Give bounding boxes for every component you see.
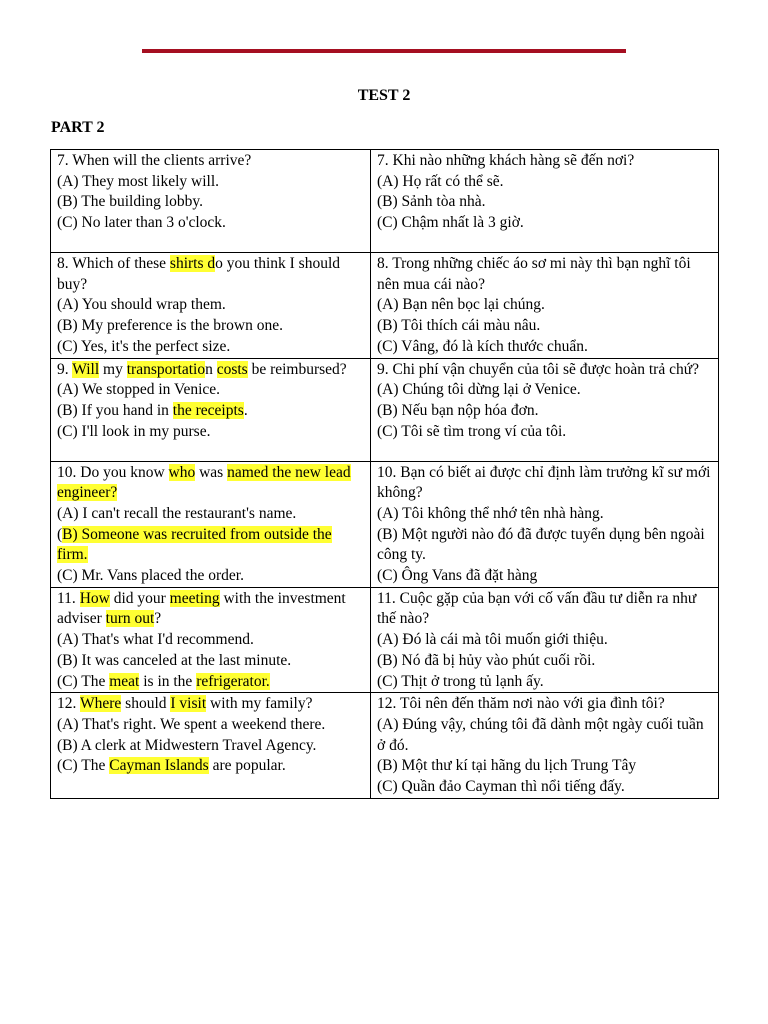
answer-option xyxy=(57,213,365,234)
question-text xyxy=(377,463,713,504)
text-segment: (A) You should wrap them. xyxy=(57,296,226,314)
vietnamese-translation-cell xyxy=(371,150,719,253)
page-title: TEST 2 xyxy=(357,87,411,104)
answer-option xyxy=(377,172,713,193)
question-text xyxy=(377,694,713,715)
text-segment: 8. Trong những chiếc áo sơ mi này thì bạn nghĩ tôi nên mua cái nào? xyxy=(377,255,691,293)
question-text xyxy=(57,254,365,295)
text-segment: (B) Một thư kí tại hãng du lịch Trung Tây xyxy=(377,757,637,775)
answer-option xyxy=(57,566,365,587)
highlighted-phrase: B) Someone was recruited from outside the firm. xyxy=(57,525,332,564)
vietnamese-translation-cell xyxy=(371,693,719,799)
answer-option xyxy=(377,192,713,213)
answer-option xyxy=(377,630,713,651)
text-segment: (C) Thịt ở trong tủ lạnh ấy. xyxy=(377,672,544,690)
text-segment: (A) Họ rất có thể sẽ. xyxy=(377,172,504,190)
answer-option xyxy=(57,380,365,401)
text-segment: 12. Tôi nên đến thăm nơi nào với gia đình tôi? xyxy=(377,695,665,713)
text-segment: (C) The xyxy=(57,672,110,690)
text-segment: should xyxy=(121,695,171,713)
top-divider-rule xyxy=(142,49,626,53)
text-segment: 11. Cuộc gặp của bạn với cố vấn đầu tư diễn ra như thế nào? xyxy=(377,589,697,628)
answer-option xyxy=(57,295,365,316)
text-segment: (A) Chúng tôi dừng lại ở Venice. xyxy=(377,381,581,399)
text-segment: is in the xyxy=(139,672,197,690)
text-segment: (C) Tôi sẽ tìm trong ví của tôi. xyxy=(377,422,567,440)
answer-option xyxy=(377,715,713,756)
text-segment: (C) Quần đảo Cayman thì nổi tiếng đấy. xyxy=(377,778,625,796)
question-translation-table xyxy=(50,149,719,799)
answer-option xyxy=(57,651,365,672)
text-segment: 12. xyxy=(57,695,80,713)
answer-option xyxy=(57,630,365,651)
text-segment: (B) My preference is the brown one. xyxy=(57,317,283,335)
text-segment: (B) A clerk at Midwestern Travel Agency. xyxy=(57,736,317,754)
text-segment: (C) Yes, it's the perfect size. xyxy=(57,337,231,355)
text-segment: 10. Bạn có biết ai được chỉ định làm trưởng kĩ sư mới không? xyxy=(377,463,711,502)
highlighted-phrase: Will xyxy=(72,360,100,378)
answer-option xyxy=(57,316,365,337)
text-segment: (B) Nó đã bị hủy vào phút cuối rồi. xyxy=(377,651,596,669)
text-segment: (A) Bạn nên bọc lại chúng. xyxy=(377,296,545,314)
text-segment: with my family? xyxy=(206,695,313,713)
highlighted-phrase: named the new lead engineer? xyxy=(57,463,351,502)
text-segment: 11. xyxy=(57,589,80,607)
highlighted-phrase: who xyxy=(168,463,196,481)
english-question-cell xyxy=(51,587,371,693)
vietnamese-translation-cell xyxy=(371,587,719,693)
highlighted-phrase: refrigerator. xyxy=(196,672,270,690)
answer-option xyxy=(377,651,713,672)
question-text xyxy=(57,589,365,630)
text-segment: 7. Khi nào những khách hàng sẽ đến nơi? xyxy=(377,152,635,169)
question-text xyxy=(57,151,365,172)
text-segment: did your xyxy=(109,589,170,607)
vietnamese-translation-cell xyxy=(371,358,719,461)
text-segment: ? xyxy=(154,610,162,628)
text-segment: (A) That's what I'd recommend. xyxy=(57,631,254,649)
text-segment: 10. Do you know xyxy=(57,463,169,481)
text-segment: with the investment adviser xyxy=(57,589,346,628)
english-question-cell xyxy=(51,461,371,587)
answer-option xyxy=(377,777,713,798)
question-text xyxy=(57,694,365,715)
text-segment: are popular. xyxy=(208,757,286,775)
question-text xyxy=(377,254,713,295)
question-row xyxy=(51,358,719,461)
highlighted-phrase: How xyxy=(79,589,110,607)
highlighted-phrase: I visit xyxy=(170,695,207,713)
answer-option xyxy=(377,672,713,693)
text-segment: (A) They most likely will. xyxy=(57,172,220,190)
answer-option xyxy=(57,736,365,757)
highlighted-phrase: meat xyxy=(109,672,140,690)
question-row xyxy=(51,587,719,693)
text-segment: 9. xyxy=(57,360,73,378)
answer-option xyxy=(377,566,713,587)
text-segment: (A) That's right. We spent a weekend there. xyxy=(57,715,326,733)
text-segment: (B) Sảnh tòa nhà. xyxy=(377,193,486,211)
question-table-body xyxy=(51,150,719,799)
vietnamese-translation-cell xyxy=(371,461,719,587)
text-segment: (B) Tôi thích cái màu nâu. xyxy=(377,317,541,335)
text-segment: (B) Nếu bạn nộp hóa đơn. xyxy=(377,401,539,419)
question-row xyxy=(51,253,719,359)
text-segment: my xyxy=(99,360,127,378)
answer-option xyxy=(57,504,365,525)
highlighted-phrase: shirts d xyxy=(169,255,216,272)
question-text xyxy=(57,463,365,504)
text-segment: was xyxy=(195,463,228,481)
text-segment: (B) The building lobby. xyxy=(57,193,203,211)
question-text xyxy=(377,151,713,172)
text-segment: (B) If you hand in xyxy=(57,401,173,419)
answer-option xyxy=(377,380,713,401)
text-segment: (C) I'll look in my purse. xyxy=(57,422,211,440)
text-segment: . xyxy=(243,401,248,419)
answer-option xyxy=(57,337,365,358)
text-segment: 7. When will the clients arrive? xyxy=(57,152,252,169)
text-segment: ( xyxy=(57,525,63,543)
answer-option xyxy=(377,337,713,358)
highlighted-phrase: Where xyxy=(79,695,122,713)
english-question-cell xyxy=(51,253,371,359)
answer-option xyxy=(377,756,713,777)
answer-option xyxy=(57,172,365,193)
question-text xyxy=(57,360,365,381)
answer-option xyxy=(377,422,713,443)
text-segment: (A) We stopped in Venice. xyxy=(57,381,221,399)
text-segment: (A) Đúng vậy, chúng tôi đã dành một ngày cuối tuần ở đó. xyxy=(377,715,704,754)
answer-option xyxy=(57,715,365,736)
text-segment: (C) Mr. Vans placed the order. xyxy=(57,567,244,585)
vietnamese-translation-cell xyxy=(371,253,719,359)
text-segment: be reimbursed? xyxy=(247,360,347,378)
answer-option xyxy=(377,316,713,337)
question-text xyxy=(377,589,713,630)
text-segment: (A) I can't recall the restaurant's name. xyxy=(57,504,297,522)
text-segment: (B) It was canceled at the last minute. xyxy=(57,651,292,669)
text-segment: (C) Vâng, đó là kích thước chuẩn. xyxy=(377,337,588,355)
answer-option xyxy=(377,525,713,566)
answer-option xyxy=(57,192,365,213)
text-segment: o you think I should buy? xyxy=(57,255,341,293)
english-question-cell xyxy=(51,358,371,461)
text-segment: (A) Tôi không thể nhớ tên nhà hàng. xyxy=(377,504,604,522)
answer-option xyxy=(57,756,365,777)
highlighted-phrase: costs xyxy=(216,360,248,378)
text-segment: 9. Chi phí vận chuyển của tôi sẽ được hoàn trả chứ? xyxy=(377,360,699,378)
highlighted-phrase: Cayman Islands xyxy=(109,757,209,775)
text-segment: 8. Which of these xyxy=(57,255,170,272)
text-segment: (C) Chậm nhất là 3 giờ. xyxy=(377,214,524,232)
highlighted-phrase: the receipts xyxy=(172,401,244,419)
answer-option xyxy=(57,401,365,422)
text-segment: n xyxy=(205,360,217,378)
question-row xyxy=(51,461,719,587)
answer-option xyxy=(377,504,713,525)
text-segment: (C) No later than 3 o'clock. xyxy=(57,214,226,232)
question-row xyxy=(51,693,719,799)
answer-option xyxy=(377,213,713,234)
highlighted-phrase: meeting xyxy=(169,589,220,607)
answer-option xyxy=(377,401,713,422)
english-question-cell xyxy=(51,693,371,799)
text-segment: (A) Đó là cái mà tôi muốn giới thiệu. xyxy=(377,631,608,649)
english-question-cell xyxy=(51,150,371,253)
question-row xyxy=(51,150,719,253)
text-segment: (C) Ông Vans đã đặt hàng xyxy=(377,567,538,585)
highlighted-phrase: turn out xyxy=(105,610,155,628)
answer-option xyxy=(57,672,365,693)
question-text xyxy=(377,360,713,381)
answer-option xyxy=(57,422,365,443)
text-segment: (C) The xyxy=(57,757,110,775)
answer-option xyxy=(377,295,713,316)
part-heading: PART 2 xyxy=(51,119,105,136)
highlighted-phrase: transportatio xyxy=(126,360,206,378)
text-segment: (B) Một người nào đó đã được tuyển dụng bên ngoài công ty. xyxy=(377,525,705,564)
answer-option xyxy=(57,525,365,566)
